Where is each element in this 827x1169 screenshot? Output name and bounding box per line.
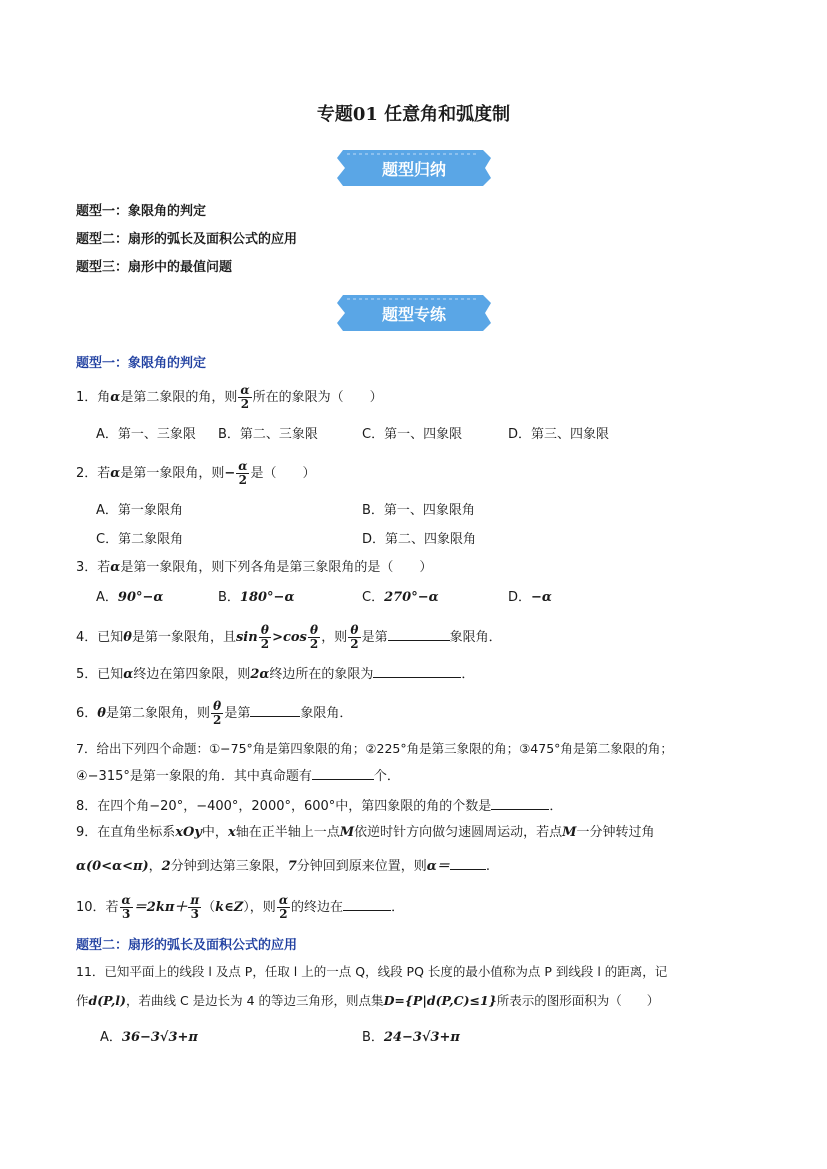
- outline-label: 题型三：: [76, 260, 129, 275]
- question-number: 10．若: [76, 900, 119, 915]
- text: 若: [97, 466, 111, 481]
- option-expression: 270°−α: [384, 590, 439, 605]
- theta-symbol: θ: [97, 706, 106, 721]
- option-expression: 24−3√3+π: [383, 1030, 460, 1045]
- option-1b[interactable]: B．第二、三象限: [218, 427, 318, 442]
- coordinate-system: xOy: [175, 825, 202, 840]
- frac-numerator: α: [278, 893, 289, 907]
- answer-blank[interactable]: [250, 702, 300, 717]
- question-number: 4．: [76, 630, 98, 645]
- frac-numerator: α: [121, 893, 131, 907]
- text: 一分钟转过角: [576, 825, 655, 840]
- answer-blank[interactable]: [373, 663, 461, 678]
- question-2: [76, 460, 315, 487]
- outline-label: 题型一：: [76, 204, 129, 219]
- outline-item-3: [76, 258, 232, 278]
- option-2a[interactable]: A．第一象限角: [96, 503, 183, 518]
- fraction: [277, 894, 290, 921]
- option-2b[interactable]: B．第一、四象限角: [362, 503, 475, 518]
- alpha-equals: α＝: [426, 859, 450, 874]
- text: 是第一象限角，则下列各角是第三象限角的是（ ）: [120, 560, 433, 575]
- question-9-line-2: [76, 855, 490, 877]
- math-expression: ＝2kπ＋: [133, 900, 188, 915]
- point-m: M: [339, 825, 355, 840]
- option-1c[interactable]: C．第一、四象限: [362, 427, 463, 442]
- text: ．: [391, 900, 405, 915]
- fraction: [259, 624, 271, 651]
- question-3: [76, 558, 432, 578]
- number: 2: [161, 859, 171, 874]
- frac-denominator: 2: [309, 637, 319, 651]
- text: （: [202, 900, 216, 915]
- alpha-symbol: α: [110, 466, 121, 481]
- option-expression: 36−3√3+π: [121, 1030, 198, 1045]
- question-number: 3．: [76, 560, 98, 575]
- text: 角: [97, 390, 111, 405]
- text: 9．在直角坐标系: [76, 825, 176, 840]
- frac-numerator: α: [238, 459, 248, 473]
- outline-text: 象限角的判定: [128, 204, 207, 219]
- number: 7: [287, 859, 297, 874]
- question-7-line-1: 7．给出下列四个命题：①−75°角是第四象限的角；②225°角是第三象限的角；③475°角是第二象限的角；: [76, 741, 673, 756]
- text: 轴在正半轴上一点: [235, 825, 340, 840]
- option-1d[interactable]: D．第三、四象限: [508, 427, 610, 442]
- point-m: M: [562, 825, 577, 840]
- text: 是第二象限角，则: [105, 706, 210, 721]
- text: 若: [97, 560, 111, 575]
- summary-banner-label: 题型归纳: [381, 160, 446, 179]
- option-label: A．: [96, 590, 118, 605]
- math-expression: d(P,l): [88, 993, 126, 1008]
- answer-blank[interactable]: [312, 765, 374, 780]
- text: 终边所在的象限为: [269, 667, 374, 682]
- outline-text: 扇形中的最值问题: [128, 260, 233, 275]
- question-9-line-1: [76, 823, 655, 843]
- frac-denominator: 2: [279, 907, 288, 921]
- cos-function: cos: [282, 630, 307, 645]
- option-label: B．: [362, 1030, 384, 1045]
- frac-denominator: 2: [240, 397, 250, 411]
- frac-denominator: 2: [212, 713, 222, 727]
- option-3d[interactable]: [508, 588, 552, 608]
- option-1a[interactable]: A．第一、三象限: [96, 427, 196, 442]
- fraction: [308, 624, 320, 651]
- frac-numerator: θ: [211, 700, 223, 714]
- text: 的终边在: [291, 900, 344, 915]
- option-3a[interactable]: [96, 588, 163, 608]
- frac-numerator: π: [190, 893, 200, 907]
- option-3c[interactable]: [362, 588, 439, 608]
- outline-item-1: [76, 202, 206, 222]
- text: 是第二象限的角，则: [120, 390, 238, 405]
- question-number: 5．: [76, 667, 98, 682]
- text: 分钟到达第三象限，: [170, 859, 288, 874]
- text: 中，: [201, 825, 228, 840]
- frac-denominator: 2: [260, 637, 270, 651]
- question-number: 1．: [76, 390, 98, 405]
- greater-than: >: [272, 630, 283, 645]
- text: 8．在四个角−20°，−400°，2000°，600°中，第四象限的角的个数是: [76, 799, 492, 814]
- text: ，则: [321, 630, 348, 645]
- answer-blank[interactable]: [491, 795, 549, 810]
- fraction: [238, 384, 251, 411]
- answer-blank[interactable]: [343, 896, 391, 911]
- alpha-symbol: α: [123, 667, 134, 682]
- question-8: [76, 795, 562, 817]
- alpha-range: α(0<α<π): [76, 859, 149, 874]
- question-6: [76, 700, 352, 727]
- text: 所在的象限为（ ）: [252, 390, 383, 405]
- option-expression: 90°−α: [117, 590, 164, 605]
- theta-symbol: θ: [123, 630, 132, 645]
- sin-function: sin: [235, 630, 258, 645]
- text: 分钟回到原来位置，则: [296, 859, 427, 874]
- option-label: A．: [100, 1030, 122, 1045]
- text: 是第一象限角，且: [131, 630, 236, 645]
- frac-numerator: θ: [259, 624, 271, 638]
- math-expression: 2α: [250, 667, 270, 682]
- text: 已知: [97, 630, 124, 645]
- alpha-symbol: α: [110, 390, 121, 405]
- text: 个．: [373, 769, 400, 784]
- option-2c[interactable]: C．第二象限角: [96, 532, 184, 547]
- fraction: [120, 894, 133, 921]
- math-expression: D={P|d(P,C)≤1}: [383, 993, 497, 1008]
- frac-numerator: θ: [348, 624, 360, 638]
- practice-banner: [333, 291, 495, 335]
- text: 是第一象限角，则: [120, 466, 225, 481]
- text: 依逆时针方向做匀速圆周运动，若点: [354, 825, 563, 840]
- section-heading-2: 题型二：扇形的弧长及面积公式的应用: [76, 938, 298, 953]
- fraction: [348, 624, 360, 651]
- text: ④−315°是第一象限的角．其中真命题有: [76, 769, 312, 784]
- question-11-line-2: [76, 991, 659, 1011]
- option-expression: −α: [531, 590, 552, 605]
- frac-denominator: 3: [190, 907, 199, 921]
- section-heading-1: 题型一：象限角的判定: [76, 356, 207, 371]
- frac-denominator: 3: [121, 907, 131, 921]
- text: ．: [549, 799, 563, 814]
- math-expression: k∈Z: [215, 900, 244, 915]
- text: ，若曲线 C 是边长为 4 的等边三角形，则点集: [125, 993, 384, 1008]
- text: 作: [76, 993, 89, 1008]
- outline-item-2: [76, 230, 297, 250]
- fraction: [211, 700, 223, 727]
- question-4: [76, 624, 502, 651]
- page-title: 专题01 任意角和弧度制: [316, 104, 511, 125]
- option-3b[interactable]: [218, 588, 294, 608]
- text: ，: [148, 859, 162, 874]
- question-10: [76, 894, 404, 921]
- text: 象限角．: [449, 630, 502, 645]
- question-number: 2．: [76, 466, 98, 481]
- frac-numerator: θ: [308, 624, 320, 638]
- fraction: [236, 460, 249, 487]
- answer-blank[interactable]: [388, 626, 450, 641]
- question-1: [76, 384, 383, 411]
- option-11b[interactable]: [362, 1028, 460, 1048]
- text: 终边在第四象限，则: [133, 667, 251, 682]
- text: 是（ ）: [250, 466, 316, 481]
- x-symbol: x: [227, 825, 236, 840]
- fraction: [188, 894, 201, 921]
- question-5: [76, 663, 474, 685]
- option-11a[interactable]: [100, 1028, 198, 1048]
- option-expression: 180°−α: [239, 590, 295, 605]
- alpha-symbol: α: [110, 560, 121, 575]
- option-2d[interactable]: D．第二、四象限角: [362, 532, 477, 547]
- question-11-line-1: 11．已知平面上的线段 l 及点 P，任取 l 上的一点 Q，线段 PQ 长度的最小值称为点 P 到线段 l 的距离，记: [76, 964, 668, 979]
- text: 所表示的图形面积为（ ）: [496, 993, 660, 1008]
- text: ），则: [243, 900, 276, 915]
- practice-banner-label: 题型专练: [381, 305, 446, 324]
- text: 是第: [224, 706, 251, 721]
- option-label: B．: [218, 590, 240, 605]
- question-7-line-2: [76, 765, 400, 787]
- text: 象限角．: [300, 706, 353, 721]
- question-number: 6．: [76, 706, 98, 721]
- text: 是第: [361, 630, 388, 645]
- frac-numerator: α: [240, 383, 250, 397]
- outline-label: 题型二：: [76, 232, 129, 247]
- minus-sign: −: [224, 466, 236, 481]
- summary-banner: [333, 146, 495, 190]
- text: .: [485, 859, 490, 874]
- outline-text: 扇形的弧长及面积公式的应用: [128, 232, 298, 247]
- text: 已知: [97, 667, 124, 682]
- frac-denominator: 2: [238, 473, 248, 487]
- answer-blank[interactable]: [450, 855, 486, 870]
- option-label: C．: [362, 590, 385, 605]
- text: ．: [461, 667, 475, 682]
- frac-denominator: 2: [350, 637, 359, 651]
- option-label: D．: [508, 590, 532, 605]
